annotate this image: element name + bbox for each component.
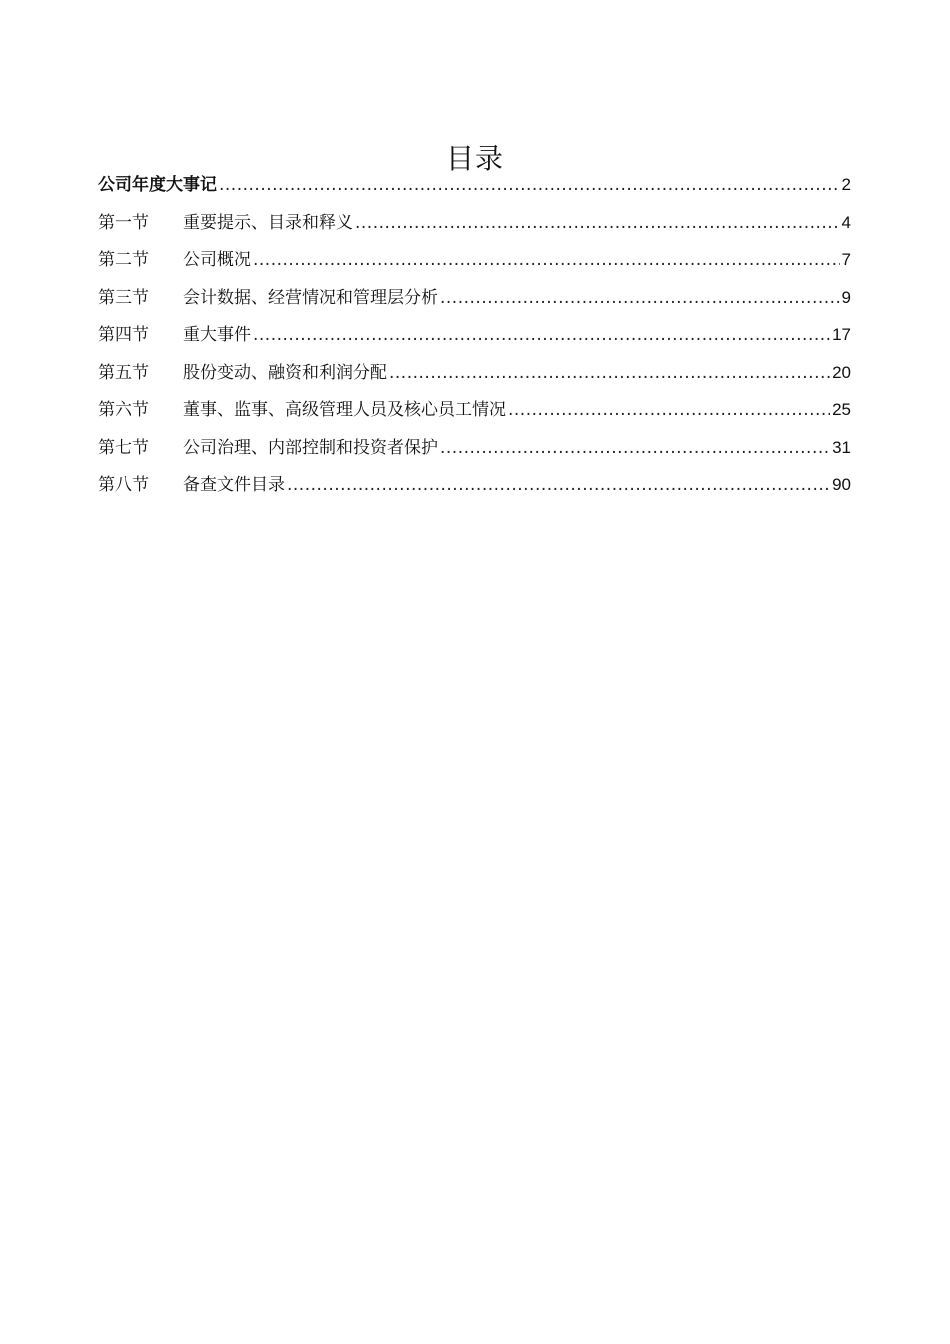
toc-entry-title: 备查文件目录	[183, 475, 285, 495]
dot-leader	[440, 280, 840, 318]
toc-entry-title: 股份变动、融资和利润分配	[183, 362, 387, 383]
toc-entry-section-6[interactable]	[98, 391, 851, 429]
toc-entry-section-8[interactable]	[98, 466, 851, 504]
toc-entry-page: 4	[841, 212, 851, 232]
toc-list	[98, 166, 851, 504]
toc-entry-section: 第五节	[98, 362, 149, 383]
dot-leader	[287, 467, 830, 505]
toc-entry-section: 第六节	[98, 400, 149, 420]
toc-entry-annual-events[interactable]	[98, 166, 851, 204]
toc-entry-title: 公司年度大事记	[98, 175, 217, 195]
toc-entry-page: 17	[832, 325, 851, 344]
toc-entry-section-7[interactable]	[98, 429, 851, 467]
toc-entry-section-4[interactable]	[98, 316, 851, 354]
toc-entry-section: 第七节	[98, 437, 149, 458]
dot-leader	[508, 392, 830, 430]
toc-entry-page: 31	[832, 437, 851, 457]
dot-leader	[253, 242, 840, 280]
dot-leader	[253, 317, 830, 355]
toc-entry-section: 第一节	[98, 212, 149, 233]
toc-entry-page: 9	[841, 287, 851, 307]
toc-entry-section: 第三节	[98, 287, 149, 308]
toc-entry-section-1[interactable]	[98, 204, 851, 242]
toc-entry-section: 第八节	[98, 475, 149, 495]
toc-entry-section-5[interactable]	[98, 354, 851, 392]
toc-entry-title: 公司概况	[183, 250, 251, 270]
toc-entry-page: 25	[832, 400, 851, 419]
dot-leader	[355, 205, 840, 243]
toc-entry-section-3[interactable]	[98, 279, 851, 317]
toc-entry-page: 7	[841, 250, 851, 269]
dot-leader	[440, 430, 830, 468]
toc-entry-section-2[interactable]	[98, 241, 851, 279]
toc-entry-page: 20	[832, 362, 851, 382]
toc-entry-title: 会计数据、经营情况和管理层分析	[183, 287, 438, 308]
toc-entry-section: 第二节	[98, 250, 149, 270]
toc-entry-title: 重大事件	[183, 325, 251, 345]
toc-entry-title: 公司治理、内部控制和投资者保护	[183, 437, 438, 458]
toc-entry-section: 第四节	[98, 325, 149, 345]
toc-entry-page: 90	[832, 475, 851, 494]
toc-title: 目录	[445, 141, 504, 175]
dot-leader	[389, 355, 830, 393]
toc-entry-title: 重要提示、目录和释义	[183, 212, 353, 233]
toc-entry-page: 2	[841, 175, 851, 194]
toc-entry-title: 董事、监事、高级管理人员及核心员工情况	[183, 400, 506, 420]
dot-leader	[219, 167, 840, 205]
